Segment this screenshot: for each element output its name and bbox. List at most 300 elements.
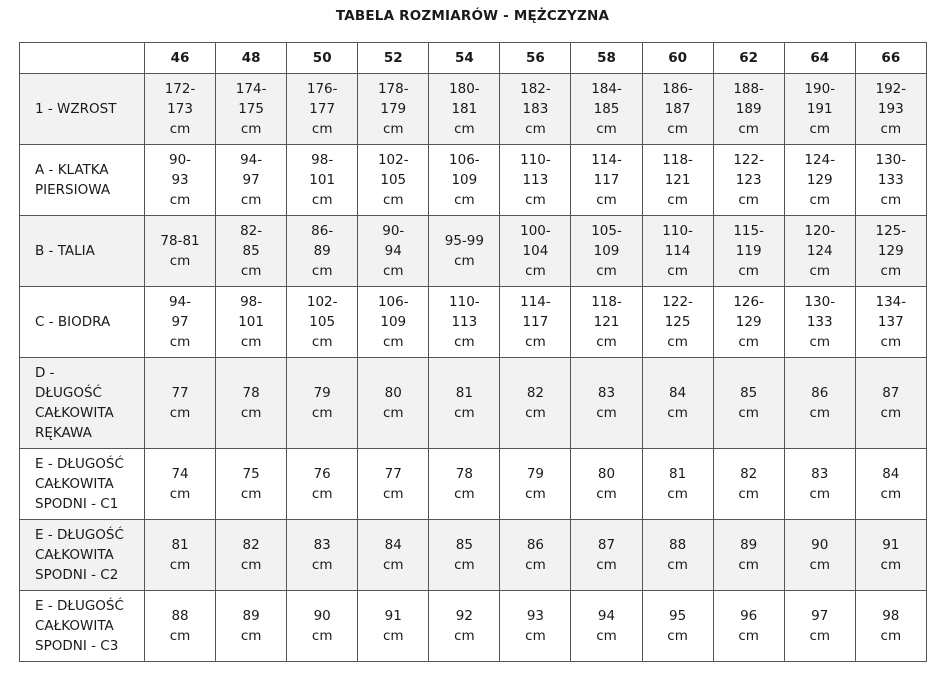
measurement-cell [145,74,216,145]
measurement-line: cm [382,121,404,137]
measurement-line: cm [596,628,617,644]
measurement-line: 93 [526,608,545,624]
measurement-line: 93 [171,172,189,188]
measurement-cell [571,287,642,358]
measurement-cell [855,520,926,591]
measurement-line: 114 [664,243,691,259]
measurement-line: 76 [313,466,331,482]
measurement-line: cm [880,334,902,350]
measurement-cell [500,591,571,662]
row-label-line: CAŁKOWITA [35,476,114,492]
measurement-cell [429,358,500,449]
measurement-line: 97 [171,314,189,330]
measurement-line: 86 [526,537,545,553]
measurement-line: cm [667,628,688,644]
measurement-line: 176- [306,81,338,97]
measurement-line: cm [525,628,546,644]
row-label-line: CAŁKOWITA [35,618,114,634]
measurement-line: 130- [804,294,836,310]
measurement-line: cm [240,121,262,137]
measurement-line: cm [382,334,404,350]
measurement-line: cm [880,263,902,279]
row-label-cell [20,216,145,287]
measurement-cell [713,216,784,287]
row-label-line: RĘKAWA [35,425,92,441]
measurement-cell [287,145,358,216]
measurement-cell [713,520,784,591]
measurement-cell [287,591,358,662]
measurement-cell [216,287,287,358]
measurement-cell [713,591,784,662]
measurement-cell [358,358,429,449]
measurement-line: cm [880,486,902,502]
size-header-cell: 46 [145,43,216,74]
measurement-line: 84 [384,537,402,553]
measurement-line: cm [454,192,475,208]
measurement-cell [642,358,713,449]
measurement-cell [855,287,926,358]
measurement-cell [855,145,926,216]
measurement-line: cm [454,253,475,269]
measurement-cell [571,145,642,216]
measurement-cell [855,74,926,145]
measurement-cell [784,216,855,287]
measurement-cell [216,216,287,287]
measurement-line: 114- [591,152,622,168]
measurement-line: 82- [240,223,263,239]
measurement-line: cm [667,486,688,502]
size-header-cell: 62 [713,43,784,74]
row-label-line: 1 - WZROST [35,101,117,117]
table-row [20,216,927,287]
measurement-line: 185 [593,101,620,117]
measurement-line: 106- [377,294,409,310]
measurement-line: 109 [451,172,478,188]
table-body [20,74,927,662]
row-label-line: PIERSIOWA [35,182,111,198]
measurement-cell [358,591,429,662]
measurement-line: 186- [662,81,693,97]
size-header-cell: 64 [784,43,855,74]
measurement-line: cm [667,557,688,573]
measurement-line: 78-81 [160,233,200,249]
measurement-line: 98- [240,294,263,310]
measurement-line: cm [311,263,333,279]
table-row [20,591,927,662]
measurement-line: 85 [740,385,758,401]
measurement-line: cm [667,334,688,350]
measurement-line: 110- [449,294,480,310]
measurement-cell [500,287,571,358]
measurement-cell [500,449,571,520]
measurement-cell [216,358,287,449]
measurement-cell [784,520,855,591]
measurement-line: cm [311,628,333,644]
measurement-line: 87 [597,537,616,553]
measurement-line: cm [738,486,759,502]
measurement-line: 179 [380,101,407,117]
measurement-line: 129 [806,172,833,188]
measurement-line: 81 [171,537,189,553]
measurement-line: cm [240,628,262,644]
measurement-line: 98 [882,608,900,624]
page-title: TABELA ROZMIARÓW - MĘŻCZYZNA [335,8,610,24]
measurement-cell [784,145,855,216]
measurement-cell [145,216,216,287]
size-header-cell: 60 [642,43,713,74]
measurement-line: 90 [313,608,331,624]
measurement-cell [571,591,642,662]
row-label-line: SPODNI - C3 [35,638,119,654]
measurement-cell [784,358,855,449]
measurement-line: 177 [309,101,336,117]
measurement-line: 90- [169,152,192,168]
row-label-cell [20,74,145,145]
measurement-line: 124- [804,152,836,168]
table-row [20,358,927,449]
row-label-cell [20,287,145,358]
measurement-cell [145,358,216,449]
size-header-cell: 54 [429,43,500,74]
measurement-cell [429,449,500,520]
measurement-line: 94 [384,243,402,259]
row-label-line: D - [35,365,55,381]
measurement-line: cm [738,263,759,279]
measurement-line: 80 [384,385,402,401]
measurement-line: cm [667,121,688,137]
measurement-cell [784,591,855,662]
measurement-cell [500,358,571,449]
table-row [20,287,927,358]
measurement-cell [642,74,713,145]
measurement-cell [855,591,926,662]
measurement-line: 129 [877,243,904,259]
measurement-cell [429,287,500,358]
measurement-line: 78 [242,385,260,401]
measurement-cell [642,145,713,216]
measurement-cell [500,145,571,216]
measurement-cell [571,520,642,591]
measurement-cell [145,449,216,520]
measurement-line: 113 [451,314,478,330]
measurement-line: cm [880,192,902,208]
measurement-line: 94- [169,294,192,310]
measurement-cell [713,287,784,358]
measurement-line: 89 [242,608,260,624]
measurement-line: cm [738,405,759,421]
measurement-line: 124 [806,243,833,259]
measurement-line: 189 [735,101,762,117]
measurement-cell [642,287,713,358]
measurement-line: cm [311,121,333,137]
measurement-line: 86- [311,223,334,239]
measurement-cell [216,145,287,216]
measurement-line: 97 [242,172,260,188]
measurement-line: 120- [804,223,836,239]
measurement-line: 94 [597,608,616,624]
measurement-line: 91 [384,608,402,624]
measurement-cell [145,287,216,358]
measurement-cell [429,520,500,591]
measurement-cell [784,449,855,520]
measurement-line: cm [525,334,546,350]
measurement-line: 121 [664,172,691,188]
measurement-line: 117 [593,172,620,188]
measurement-line: 175 [238,101,264,117]
measurement-line: 89 [313,243,331,259]
measurement-line: cm [738,192,759,208]
measurement-line: 106- [449,152,480,168]
measurement-cell [216,591,287,662]
measurement-line: cm [311,486,333,502]
measurement-line: cm [454,121,475,137]
measurement-line: cm [525,405,546,421]
measurement-cell [216,74,287,145]
measurement-cell [287,358,358,449]
table-row [20,74,927,145]
measurement-line: 94- [240,152,263,168]
measurement-line: cm [809,121,831,137]
measurement-line: cm [596,405,617,421]
measurement-line: 182- [520,81,551,97]
measurement-line: 134- [875,294,907,310]
size-header-cell: 50 [287,43,358,74]
measurement-line: 84 [668,385,687,401]
measurement-cell [571,216,642,287]
measurement-line: cm [311,557,333,573]
size-header-cell: 56 [500,43,571,74]
measurement-line: 77 [171,385,189,401]
measurement-line: cm [880,405,902,421]
measurement-line: cm [169,405,191,421]
measurement-line: 104 [522,243,549,259]
measurement-line: 119 [735,243,762,259]
size-header-cell: 52 [358,43,429,74]
measurement-line: cm [596,192,617,208]
measurement-line: 126- [733,294,764,310]
measurement-line: 193 [877,101,904,117]
measurement-cell [571,358,642,449]
measurement-line: cm [169,557,191,573]
row-label-line: B - TALIA [35,243,95,259]
measurement-cell [500,520,571,591]
measurement-line: cm [525,486,546,502]
measurement-line: cm [525,192,546,208]
row-label-line: CAŁKOWITA [35,547,114,563]
measurement-line: 133 [806,314,833,330]
measurement-line: 109 [593,243,620,259]
measurement-line: cm [738,121,759,137]
measurement-line: 178- [377,81,409,97]
measurement-line: cm [382,628,404,644]
measurement-cell [358,74,429,145]
row-label-cell [20,145,145,216]
row-label-cell [20,520,145,591]
measurement-line: cm [240,486,262,502]
measurement-line: 82 [740,466,758,482]
measurement-cell [429,216,500,287]
measurement-line: cm [169,121,191,137]
measurement-cell [429,74,500,145]
measurement-line: cm [809,334,831,350]
measurement-line: cm [809,263,831,279]
measurement-line: 191 [806,101,833,117]
measurement-cell [429,591,500,662]
measurement-line: 110- [520,152,551,168]
measurement-line: cm [525,263,546,279]
measurement-line: 98- [311,152,334,168]
measurement-line: cm [596,486,617,502]
measurement-line: cm [809,192,831,208]
measurement-cell [429,145,500,216]
measurement-line: cm [738,334,759,350]
measurement-line: cm [382,405,404,421]
table-row [20,449,927,520]
measurement-line: 83 [811,466,829,482]
measurement-line: 101 [238,314,264,330]
measurement-line: 88 [668,537,687,553]
measurement-line: 105 [309,314,336,330]
measurement-cell [145,591,216,662]
measurement-line: cm [169,253,191,269]
measurement-line: 80 [597,466,616,482]
measurement-cell [855,358,926,449]
row-label-line: SPODNI - C1 [35,496,119,512]
measurement-line: 75 [242,466,260,482]
measurement-line: 174- [235,81,267,97]
measurement-cell [713,74,784,145]
measurement-line: cm [880,557,902,573]
measurement-line: cm [311,405,333,421]
measurement-line: 97 [811,608,829,624]
measurement-line: cm [454,486,475,502]
size-header-cell: 66 [855,43,926,74]
measurement-cell [642,216,713,287]
measurement-cell [713,358,784,449]
measurement-line: 78 [455,466,473,482]
measurement-line: cm [311,334,333,350]
measurement-line: cm [240,263,262,279]
measurement-line: 180- [449,81,480,97]
measurement-line: 89 [740,537,758,553]
measurement-line: 129 [735,314,762,330]
measurement-cell [358,216,429,287]
measurement-cell [571,449,642,520]
measurement-line: cm [454,334,475,350]
measurement-line: cm [454,405,475,421]
measurement-line: 81 [455,385,473,401]
measurement-line: cm [240,192,262,208]
measurement-line: 90- [382,223,405,239]
measurement-cell [287,287,358,358]
row-label-line: CAŁKOWITA [35,405,114,421]
measurement-line: 95-99 [444,233,484,249]
measurement-line: 79 [313,385,331,401]
measurement-cell [358,449,429,520]
measurement-line: cm [525,121,546,137]
measurement-line: cm [382,557,404,573]
measurement-cell [855,449,926,520]
measurement-line: cm [454,628,475,644]
measurement-line: 84 [882,466,900,482]
measurement-cell [287,74,358,145]
measurement-line: 77 [384,466,402,482]
measurement-line: 115- [733,223,764,239]
measurement-line: 187 [664,101,691,117]
measurement-line: 190- [804,81,836,97]
row-label-cell [20,449,145,520]
measurement-cell [145,520,216,591]
row-label-line: E - DŁUGOŚĆ [35,456,124,472]
measurement-line: 88 [171,608,189,624]
measurement-line: 121 [593,314,620,330]
measurement-line: cm [240,334,262,350]
measurement-line: 105- [591,223,622,239]
measurement-cell [287,520,358,591]
measurement-line: 96 [740,608,758,624]
measurement-line: 130- [875,152,907,168]
measurement-cell [500,74,571,145]
measurement-cell [642,449,713,520]
measurement-line: 87 [882,385,900,401]
measurement-line: 117 [522,314,549,330]
measurement-cell [216,520,287,591]
measurement-line: 118- [662,152,693,168]
size-header-cell: 58 [571,43,642,74]
measurement-line: cm [809,405,831,421]
measurement-line: cm [596,263,617,279]
measurement-line: 113 [522,172,549,188]
size-chart-table [19,42,927,662]
measurement-line: cm [311,192,333,208]
measurement-line: 85 [242,243,260,259]
measurement-line: 125 [664,314,691,330]
measurement-line: 82 [526,385,545,401]
measurement-line: cm [667,405,688,421]
measurement-line: 91 [882,537,900,553]
measurement-cell [216,449,287,520]
measurement-line: 118- [591,294,622,310]
measurement-cell [784,287,855,358]
measurement-line: 79 [526,466,545,482]
header-corner-cell [20,43,145,74]
measurement-line: cm [169,486,191,502]
row-label-line: DŁUGOŚĆ [35,385,102,401]
measurement-cell [500,216,571,287]
measurement-cell [358,520,429,591]
row-label-cell [20,358,145,449]
measurement-line: 105 [380,172,407,188]
measurement-line: 183 [522,101,549,117]
measurement-line: cm [809,628,831,644]
measurement-line: cm [738,557,759,573]
measurement-cell [855,216,926,287]
measurement-line: 83 [313,537,331,553]
measurement-line: 92 [455,608,473,624]
measurement-line: cm [169,334,191,350]
measurement-line: 109 [380,314,407,330]
measurement-line: 122- [662,294,693,310]
measurement-line: cm [382,192,404,208]
measurement-line: 102- [377,152,409,168]
measurement-line: 122- [733,152,764,168]
measurement-cell [145,145,216,216]
measurement-line: 85 [455,537,473,553]
measurement-line: 181 [451,101,478,117]
measurement-line: 101 [309,172,336,188]
measurement-line: cm [596,557,617,573]
row-label-line: C - BIODRA [35,314,111,330]
